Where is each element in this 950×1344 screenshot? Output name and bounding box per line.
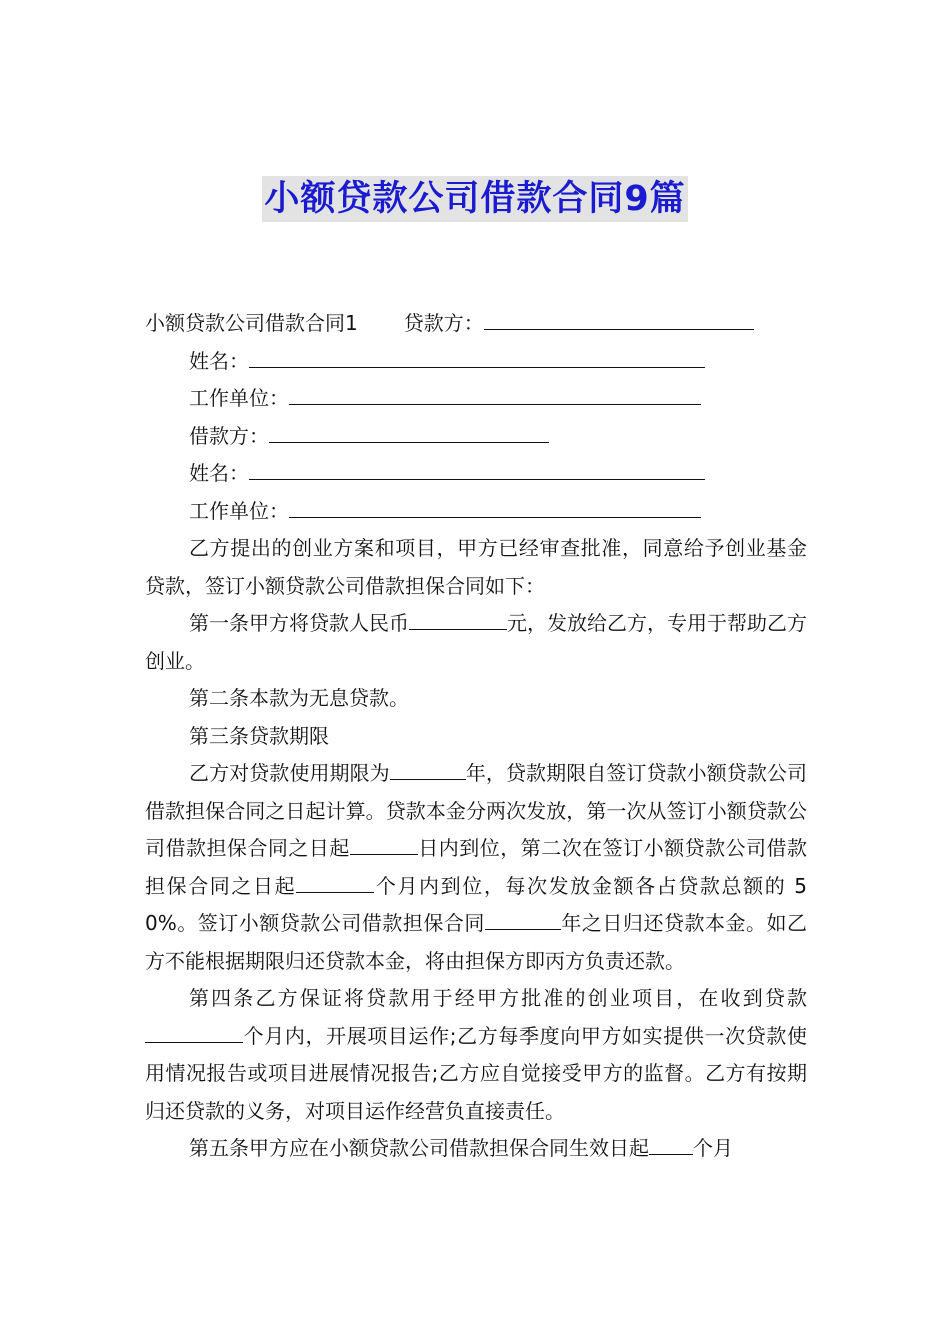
field-label: 姓名： [189, 348, 249, 373]
paragraph-text: 日内到位，第二次在签订小额贷款公司借款担保合同之日起 [145, 836, 808, 898]
lender-workplace-line [145, 380, 807, 418]
paragraph-text: 乙方对贷款使用期限为 [189, 761, 390, 785]
months-blank [649, 1132, 693, 1155]
field-blank [249, 457, 705, 480]
lender-label: 贷款方： [403, 311, 484, 335]
document-body [145, 305, 807, 1168]
paragraph-article-1 [145, 605, 807, 680]
field-blank [249, 345, 705, 368]
title-wrap [0, 176, 950, 222]
field-label: 借款方： [189, 423, 269, 448]
repay-years-blank [485, 907, 561, 930]
field-label: 姓名： [189, 461, 249, 485]
paragraph-text: 第四条乙方保证将贷款用于经甲方批准的创业项目，在收到贷款 [189, 986, 807, 1010]
document-title: 小额贷款公司借款合同9篇 [262, 176, 687, 222]
borrower-name-line [145, 455, 807, 493]
days-blank [350, 832, 418, 855]
paragraph-text: 个月内到位，每次发放金额各占贷款总额的 50%。签订小额贷款公司借款担保合同 [145, 873, 807, 935]
field-blank [269, 420, 549, 443]
paragraph-article-5 [145, 1130, 807, 1168]
paragraph-article-2 [145, 680, 807, 718]
field-label: 工作单位： [189, 498, 289, 523]
amount-blank [409, 607, 507, 630]
lender-name-line [145, 343, 807, 381]
paragraph-article-4 [145, 980, 807, 1130]
intro-label: 小额贷款公司借款合同1 [145, 311, 358, 335]
paragraph-text: 第一条甲方将贷款人民币 [189, 611, 409, 635]
paragraph-text: 第二条本款为无息贷款。 [189, 686, 409, 710]
borrower-workplace-line [145, 493, 807, 531]
paragraph-text: 个月 [693, 1136, 733, 1160]
paragraph-text: 年之日归还贷款本金。如乙方不能根据期限归还贷款本金，将由担保方即丙方负责还款。 [145, 911, 808, 973]
paragraph-article-3-body [145, 755, 807, 980]
paragraph-text: 乙方提出的创业方案和项目，甲方已经审查批准，同意给予创业基金贷款，签订小额贷款公司借款担保合同如下： [145, 536, 807, 598]
lender-blank [484, 307, 754, 330]
lender-line [145, 305, 807, 343]
borrower-line [145, 418, 807, 456]
paragraph-text: 元，发放给乙方，专用于帮助乙方创业。 [145, 611, 807, 673]
field-blank [289, 495, 701, 518]
paragraph-text: 年，贷款期限自签订贷款小额贷款公司借款担保合同之日起计算。贷款本金分两次发放，第一次从签订小额贷款公司借款担保合同之日起 [145, 761, 808, 860]
field-blank [289, 382, 701, 405]
paragraph-article-3-heading [145, 718, 807, 756]
months-blank [145, 1020, 243, 1043]
paragraph-text: 第五条甲方应在小额贷款公司借款担保合同生效日起 [189, 1136, 649, 1160]
field-label: 工作单位： [189, 386, 289, 410]
years-blank [390, 757, 466, 780]
paragraph-text: 个月内，开展项目运作;乙方每季度向甲方如实提供一次贷款使用情况报告或项目进展情况报告;乙方应自觉接受甲方的监督。乙方有按期归还贷款的义务，对项目运作经营负直接责任。 [145, 1023, 807, 1123]
paragraph-text: 第三条贷款期限 [189, 723, 329, 748]
months-blank [296, 870, 374, 893]
paragraph-intro [145, 530, 807, 605]
